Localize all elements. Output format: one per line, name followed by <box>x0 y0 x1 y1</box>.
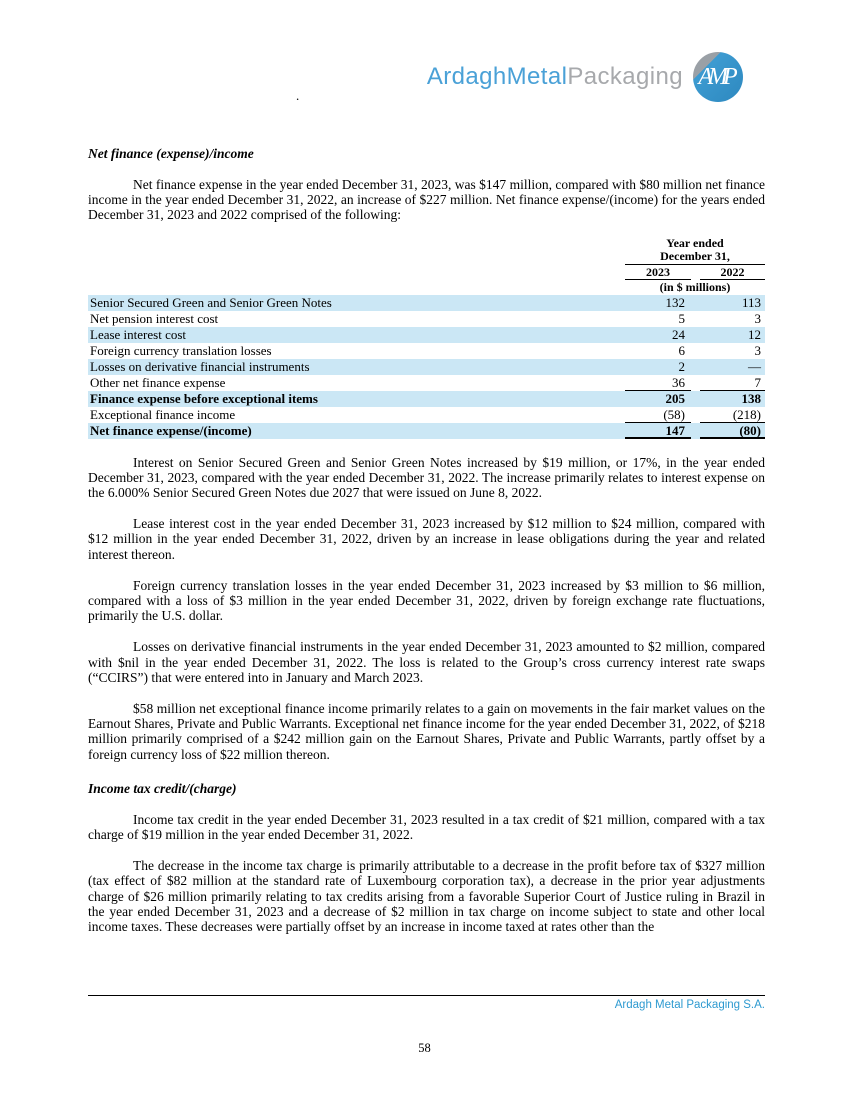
row-value-2023: (58) <box>625 407 691 423</box>
table-row <box>88 375 765 391</box>
row-value-2023: 205 <box>665 390 685 406</box>
row-label: Net pension interest cost <box>90 310 219 326</box>
table-row <box>88 407 765 423</box>
row-value-2022: 7 <box>700 375 765 391</box>
paragraph-lease-interest: Lease interest cost in the year ended December 31, 2023 increased by $12 million to $24 million, compared with $12 million in the year ended December 31, 2022, driven by an increase in lease obligations during the year and related interest thereon. <box>88 516 765 562</box>
col-gap <box>691 343 700 359</box>
company-logo <box>427 52 743 102</box>
row-label: Exceptional finance income <box>90 406 236 422</box>
paragraph-interest-notes: Interest on Senior Secured Green and Senior Green Notes increased by $19 million, or 17%, in the year ended December 31, 2023, compared with the year ended December 31, 2022. The increase primarily relates to interest expense on the 6.000% Senior Secured Green Notes due 2027 that were issued on June 8, 2022. <box>88 454 765 501</box>
table-header-col-2022: 2022 <box>700 266 765 280</box>
row-value-2022: 113 <box>741 294 761 310</box>
row-label: Net finance expense/(income) <box>90 422 252 438</box>
paragraph-net-finance-intro: Net finance expense in the year ended December 31, 2023, was $147 million, compared with $80 million net finance income in the year ended December 31, 2022, an increase of $227 million. Net finance expense/(income) for the years ended December 31, 2023 and 2022 comprised of the following: <box>88 177 765 223</box>
table-header-units: (in $ millions) <box>659 279 731 294</box>
paragraph-income-tax-1: Income tax credit in the year ended December 31, 2023 resulted in a tax credit of $21 million, compared with a tax charge of $19 million in the year ended December 31, 2022. <box>88 811 765 843</box>
page-body <box>88 146 765 934</box>
row-value-2023: 5 <box>678 310 685 326</box>
col-gap <box>691 295 700 311</box>
row-value-2022: 3 <box>754 342 761 358</box>
row-label: Foreign currency translation losses <box>90 342 272 358</box>
amp-monogram-icon: AMP <box>693 52 743 102</box>
table-row <box>88 311 765 327</box>
row-value-2022: (80) <box>700 423 765 439</box>
col-gap <box>691 391 700 407</box>
col-gap <box>691 423 700 439</box>
col-gap <box>691 407 700 423</box>
table-header-years <box>625 266 765 280</box>
heading-income-tax: Income tax credit/(charge) <box>88 780 237 796</box>
row-value-2023: 6 <box>678 342 685 358</box>
row-label: Lease interest cost <box>90 326 187 342</box>
row-value-2023: 132 <box>665 294 685 310</box>
row-label: Losses on derivative financial instruments <box>90 358 310 374</box>
net-finance-table <box>88 237 765 439</box>
paragraph-exceptional-income: $58 million net exceptional finance income primarily relates to a gain on movements in the fair market values on the Earnout Shares, Private and Public Warrants. Exceptional net finance income for the year ended December 31, 2022, of $218 million primarily comprised of a $242 million gain on the Earnout Shares, Private and Public Warrants, partly offset by a foreign currency loss of $22 million thereon. <box>88 701 765 762</box>
logo-wordmark-gray: Packaging <box>567 63 683 90</box>
table-row <box>88 327 765 343</box>
footer-company-name: Ardagh Metal Packaging S.A. <box>614 999 765 1011</box>
footer-divider <box>88 995 765 996</box>
heading-net-finance: Net finance (expense)/income <box>88 146 254 161</box>
row-value-2023: 147 <box>625 423 691 439</box>
paragraph-derivative-losses: Losses on derivative financial instruments in the year ended December 31, 2023 amounted to $2 million, compared with $nil in the year ended December 31, 2022. The loss is related to the Group’s cross currency interest rate swaps (“CCIRS”) that were entered into in January and March 2023. <box>88 639 765 685</box>
row-value-2022: 3 <box>754 310 761 326</box>
col-gap <box>691 375 700 391</box>
table-header-december: December 31, <box>625 250 765 265</box>
col-gap <box>691 327 700 343</box>
row-value-2022: — <box>748 358 761 374</box>
col-gap <box>691 311 700 327</box>
row-label: Other net finance expense <box>90 374 226 390</box>
logo-wordmark-blue: ArdaghMetal <box>426 63 568 90</box>
paragraph-fx-losses: Foreign currency translation losses in the year ended December 31, 2023 increased by $3 million to $6 million, compared with a loss of $3 million in the year ended December 31, 2022, driven by foreign exchange rate fluctuations, primarily the U.S. dollar. <box>88 577 765 624</box>
table-row <box>88 359 765 375</box>
row-value-2023: 2 <box>678 358 685 374</box>
table-row <box>88 343 765 359</box>
page-number: 58 <box>418 1041 431 1055</box>
table-header-year-ended: Year ended <box>666 235 724 250</box>
row-label: Finance expense before exceptional items <box>90 390 318 406</box>
table-header-gap <box>691 266 700 280</box>
row-value-2022: (218) <box>700 407 765 423</box>
table-header-col-2023: 2023 <box>625 266 691 280</box>
logo-wordmark <box>427 65 683 89</box>
stray-period-mark: . <box>296 88 300 103</box>
table-row-subtotal <box>88 391 765 407</box>
table-row-total <box>88 423 765 439</box>
row-value-2022: 12 <box>748 326 761 342</box>
table-row <box>88 295 765 311</box>
table-header <box>625 237 765 295</box>
row-value-2023: 36 <box>625 375 691 391</box>
row-label: Senior Secured Green and Senior Green Notes <box>90 294 332 310</box>
paragraph-income-tax-2: The decrease in the income tax charge is primarily attributable to a decrease in the profit before tax of $327 million (tax effect of $82 million at the standard rate of Luxembourg corporation tax), a decrease in the prior year adjustments charge of $26 million primarily relating to tax credits arising from a favorable Superior Court of Justice ruling in Brazil in the year ended December 31, 2023 and a decrease of $2 million in tax charge on income subject to state and other local income taxes. These decreases were partially offset by an increase in income taxed at rates other than the <box>88 858 765 935</box>
row-value-2022: 138 <box>741 390 761 406</box>
row-value-2023: 24 <box>672 326 685 342</box>
col-gap <box>691 359 700 375</box>
